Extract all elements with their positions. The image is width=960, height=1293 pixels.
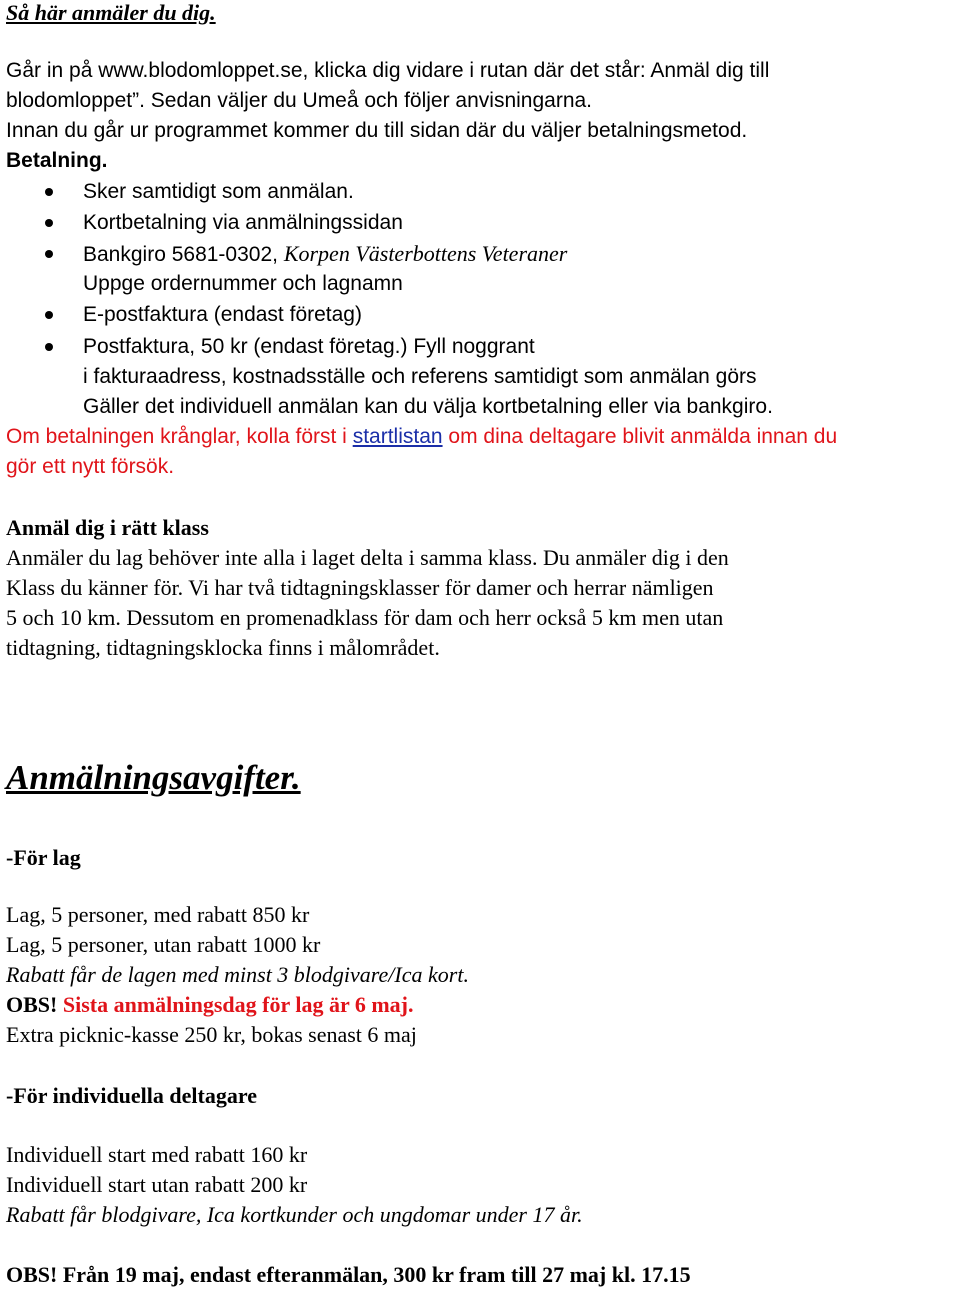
- payment-warning-line-2: gör ett nytt försök.: [6, 455, 175, 478]
- individual-price-full: Individuell start utan rabatt 200 kr: [6, 1172, 308, 1197]
- bullet-dot: [45, 219, 53, 227]
- class-line-4: tidtagning, tidtagningsklocka finns i målområdet.: [6, 635, 440, 660]
- bullet-item-e-invoice: E-postfaktura (endast företag): [83, 303, 362, 326]
- intro-line-2: blodomloppet”. Sedan väljer du Umeå och följer anvisningarna.: [6, 89, 593, 112]
- individual-discount-note: Rabatt får blodgivare, Ica kortkunder och ungdomar under 17 år.: [6, 1202, 583, 1227]
- bankgiro-label: Bankgiro 5681-0302,: [83, 243, 284, 266]
- team-price-discount: Lag, 5 personer, med rabatt 850 kr: [6, 902, 310, 927]
- bullet-dot: [45, 188, 53, 196]
- bullet-item-bankgiro: [83, 239, 567, 270]
- payment-heading: Betalning.: [6, 149, 108, 172]
- obs-label: OBS!: [6, 992, 58, 1017]
- startlist-link[interactable]: startlistan: [352, 425, 443, 448]
- team-discount-note: Rabatt får de lagen med minst 3 blodgivare/Ica kort.: [6, 962, 469, 987]
- bullet-item-postal-invoice: Postfaktura, 50 kr (endast företag.) Fyll noggrant: [83, 335, 535, 358]
- class-line-1: Anmäler du lag behöver inte alla i laget delta i samma klass. Du anmäler dig i den: [6, 545, 729, 570]
- intro-line-1: Går in på www.blodomloppet.se, klicka dig vidare i rutan där det står: Anmäl dig till: [6, 59, 770, 82]
- team-heading: -För lag: [6, 845, 81, 870]
- bullet-dot: [45, 343, 53, 351]
- bullet-item-same-time: Sker samtidigt som anmälan.: [83, 180, 354, 203]
- team-price-full: Lag, 5 personer, utan rabatt 1000 kr: [6, 932, 321, 957]
- bullet-dot: [45, 250, 53, 258]
- payment-warning: [6, 422, 837, 452]
- individual-heading: -För individuella deltagare: [6, 1083, 257, 1108]
- bankgiro-recipient: Korpen Västerbottens Veteraner: [283, 241, 568, 266]
- intro-line-3: Innan du går ur programmet kommer du till sidan där du väljer betalningsmetod.: [6, 119, 748, 142]
- class-line-2: Klass du känner för. Vi har två tidtagningsklasser för damer och herrar nämligen: [6, 575, 714, 600]
- bullet-item-card-payment: Kortbetalning via anmälningssidan: [83, 211, 403, 234]
- bullet-dot: [45, 311, 53, 319]
- postal-invoice-cont-2: Gäller det individuell anmälan kan du välja kortbetalning eller via bankgiro.: [83, 395, 773, 418]
- warning-text-after: om dina deltagare blivit anmälda innan du: [442, 425, 838, 448]
- team-deadline: [6, 990, 413, 1020]
- picnic-line: Extra picknic-kasse 250 kr, bokas senast 6 maj: [6, 1022, 417, 1047]
- fees-heading: Anmälningsavgifter.: [6, 758, 301, 797]
- class-heading: Anmäl dig i rätt klass: [6, 515, 209, 540]
- page-heading: Så här anmäler du dig.: [6, 0, 216, 25]
- final-obs-note: OBS! Från 19 maj, endast efteranmälan, 300 kr fram till 27 maj kl. 17.15: [6, 1262, 691, 1287]
- bankgiro-note: Uppge ordernummer och lagnamn: [83, 272, 403, 295]
- team-deadline-text: Sista anmälningsdag för lag är 6 maj.: [57, 992, 414, 1017]
- warning-text-before: Om betalningen krånglar, kolla först i: [6, 425, 353, 448]
- individual-price-discount: Individuell start med rabatt 160 kr: [6, 1142, 308, 1167]
- class-line-3: 5 och 10 km. Dessutom en promenadklass för dam och herr också 5 km men utan: [6, 605, 724, 630]
- postal-invoice-cont-1: i fakturaadress, kostnadsställe och referens samtidigt som anmälan görs: [83, 365, 757, 388]
